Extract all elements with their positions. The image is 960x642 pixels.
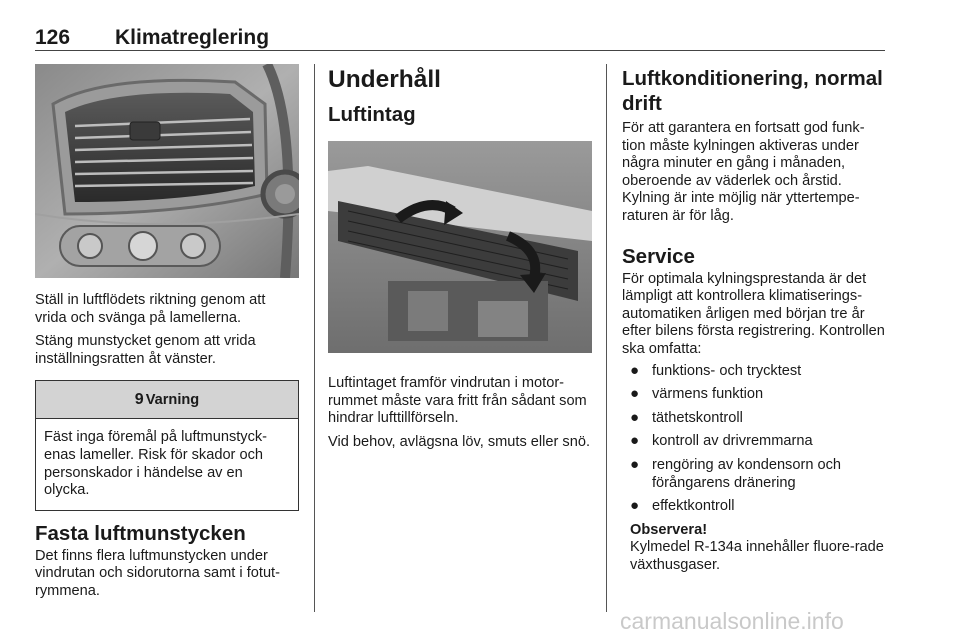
column-middle: [328, 64, 592, 451]
column-divider-2: [606, 64, 607, 612]
warning-label: Varning: [145, 391, 200, 408]
ac-normal-text: För att garantera en fortsatt god funk-tion måste kylningen aktiveras under några minuter en gång i månaden, oberoende av väderlek och årstid. Kylning är inte möjlig när yttertempe-raturen är för låg.: [622, 120, 865, 224]
page-title: Klimatreglering: [115, 26, 270, 49]
service-heading: Service: [622, 244, 695, 268]
bullet-icon: ●: [630, 432, 640, 450]
bullet-icon: ●: [630, 385, 640, 403]
note-text: Kylmedel R-134a innehåller fluore-rade växthusgaser.: [630, 539, 884, 573]
air-intake-cleaning-text: Vid behov, avlägsna löv, smuts eller snö.: [328, 433, 591, 450]
header-rule: [35, 50, 885, 51]
air-intake-photo: [328, 141, 592, 353]
air-intake-illustration: [328, 141, 592, 353]
bullet-icon: ●: [630, 455, 640, 473]
list-item: ● rengöring av kondensorn och förångarens dränering: [630, 455, 842, 491]
air-vent-illustration: [35, 64, 299, 278]
vent-close-text: Stäng munstycket genom att vrida inställningsratten åt vänster.: [35, 333, 256, 367]
bullet-icon: ●: [630, 361, 640, 379]
page-header: [35, 22, 885, 52]
air-vent-photo: [35, 64, 299, 278]
vent-direction-text: Ställ in luftflödets riktning genom att vrida och svänga på lamellerna.: [35, 292, 266, 326]
warning-text: Fäst inga föremål på luftmunstyck-enas lameller. Risk för skador och personskador i händelse av en olycka.: [44, 429, 268, 499]
list-item: ● funktions- och trycktest: [630, 361, 802, 379]
fixed-vents-heading: Fasta luftmunstycken: [35, 521, 246, 545]
bullet-icon: ●: [630, 408, 640, 426]
bullet-icon: ●: [630, 497, 640, 515]
list-item: ● täthetskontroll: [630, 408, 743, 426]
warning-body: [36, 419, 298, 509]
fixed-vents-text: Det finns flera luftmunstycken under vindrutan och sidorutorna samt i fotut-rymmena.: [35, 547, 280, 599]
ac-normal-heading: Luftkonditionering, normal drift: [622, 67, 883, 115]
page-number: 126: [35, 26, 71, 49]
list-item: ● värmens funktion: [630, 385, 764, 403]
air-intake-text: Luftintaget framför vindrutan i motor-rummet måste vara fritt från sådant som hindrar lufttillförseln.: [328, 375, 587, 427]
warning-box: [35, 380, 299, 510]
warning-triangle-icon: 9: [134, 390, 144, 408]
maintenance-heading: Underhåll: [328, 66, 441, 93]
list-item: ● kontroll av drivremmarna: [630, 432, 813, 450]
note-label: Observera!: [630, 521, 708, 538]
air-intake-heading: Luftintag: [328, 103, 416, 126]
note-block: [622, 522, 888, 575]
column-left: [35, 64, 299, 601]
service-intro-text: För optimala kylningsprestanda är det lämpligt att kontrollera klimatiserings-automatiken årligen med början tre år efter bilens första registrering. Kontrollen ska omfatta:: [622, 270, 885, 357]
warning-header: [36, 381, 298, 419]
list-item: ● effektkontroll: [630, 497, 735, 515]
service-checklist: [622, 363, 888, 516]
column-divider-1: [314, 64, 315, 612]
column-right: [622, 64, 888, 574]
watermark: carmanualsonline.info: [620, 608, 844, 634]
